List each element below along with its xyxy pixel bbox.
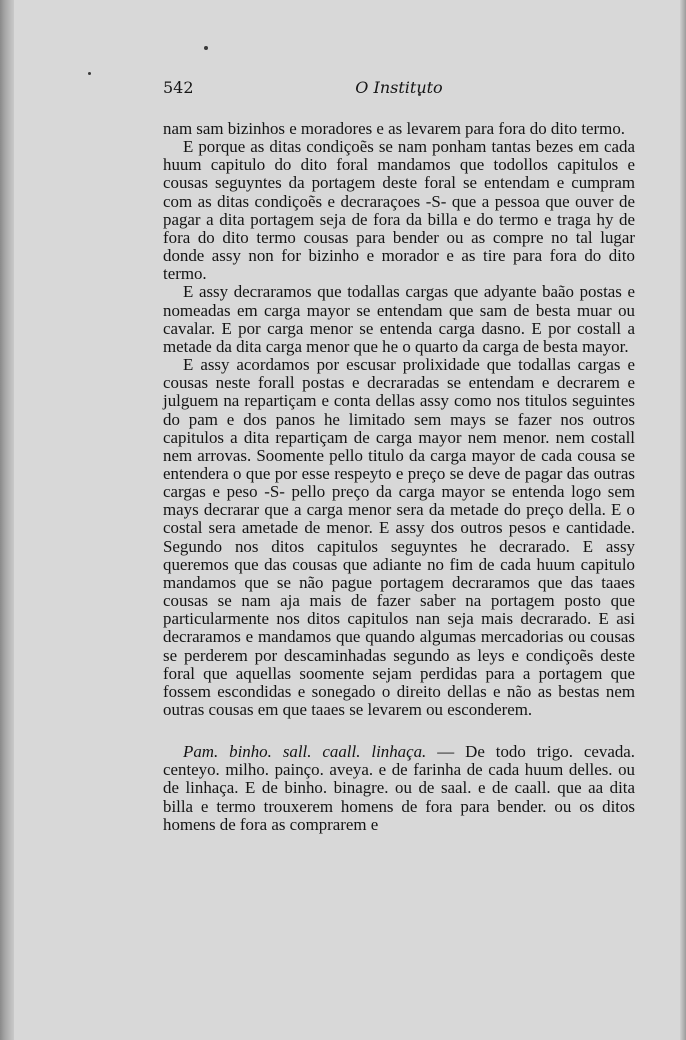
section-paragraph xyxy=(163,743,635,834)
running-title: O Instituto xyxy=(355,78,443,97)
page-number: 542 xyxy=(163,78,194,97)
running-header xyxy=(163,78,635,102)
section-heading: Pam. binho. sall. caall. linhaça. xyxy=(183,742,427,762)
paragraph: E assy decraramos que todallas cargas que adyante baão postas e nomeadas em carga mayor se entendam que sam de besta muar ou cavalar. E por carga menor se entenda carga dasno. E por costall a metade da dita carga menor que he o quarto da carga de besta mayor. xyxy=(163,282,635,356)
speck xyxy=(204,46,208,50)
page-binding-edge xyxy=(0,0,14,1040)
speck xyxy=(88,72,91,75)
paragraph: nam sam bizinhos e moradores e as levarem para fora do dito termo. xyxy=(163,119,625,138)
em-dash: — xyxy=(426,742,466,762)
section-text: De todo trigo. cevada. centeyo. milho. painço. aveya. e de farinha de cada huum delles. ou de linhaça. E de binho. binagre. ou de saal. e de caall. que aa dita billa e termo trouxerem homens de fora para bender. ou os ditos homens de fora as comprarem e xyxy=(163,742,635,834)
paragraph: E assy acordamos por escusar prolixidade que todallas cargas e cousas neste forall postas e decraradas se entendam e decrarem e julguem na repartiçam e conta dellas assy como nos titulos seguintes do pam e dos panos he limitado sem mays se fazer nos outros capitulos a dita repartiçam de carga mayor nem menor. nem costall nem arrovas. Soomente pello titulo da carga mayor de cada cousa se entendera o que por esse respeyto e preço se deve de pagar das outras cargas e peso -S- pello preço da carga mayor se entenda logo sem mays decrarar que a carga menor sera da metade do preço della. E o costal sera ametade de menor. E assy dos outros pesos e cantidade. Segundo nos ditos capitulos seguyntes he decrarado. E assy queremos que das cousas que adiante no fim de cada huum capitulo mandamos que se não pague portagem decraramos que das taaes cousas se nam aja mais de fazer saber na portagem posto que particularmente nos ditos capitulos nan seja mais decrarado. E asi decraramos e mandamos que quando algumas mercadorias ou cousas se perderem por descaminhadas segundo as leys e condiçoẽs deste foral que aquellas soomente sejam perdidas para a portagem que fossem escondidas e sonegado o direito dellas e não as bestas nem outras cousas em que taaes se levarem ou esconderem. xyxy=(163,355,635,719)
paragraph: E porque as ditas condiçoẽs se nam ponham tantas bezes em cada huum capitulo do dito foral mandamos que todollos capitulos e cousas seguyntes da portagem deste foral se entendam e cumpram com as ditas condiçoẽs e decraraçoes -S- que a pessoa que ouver de pagar a dita portagem seja de fora da billa e do termo e traga hy de fora do dito termo cousas para bender ou as compre no tal lugar donde assy non for bizinho e morador e as tire para fora do dito termo. xyxy=(163,137,635,284)
body-text xyxy=(163,120,635,834)
page-right-edge xyxy=(680,0,686,1040)
